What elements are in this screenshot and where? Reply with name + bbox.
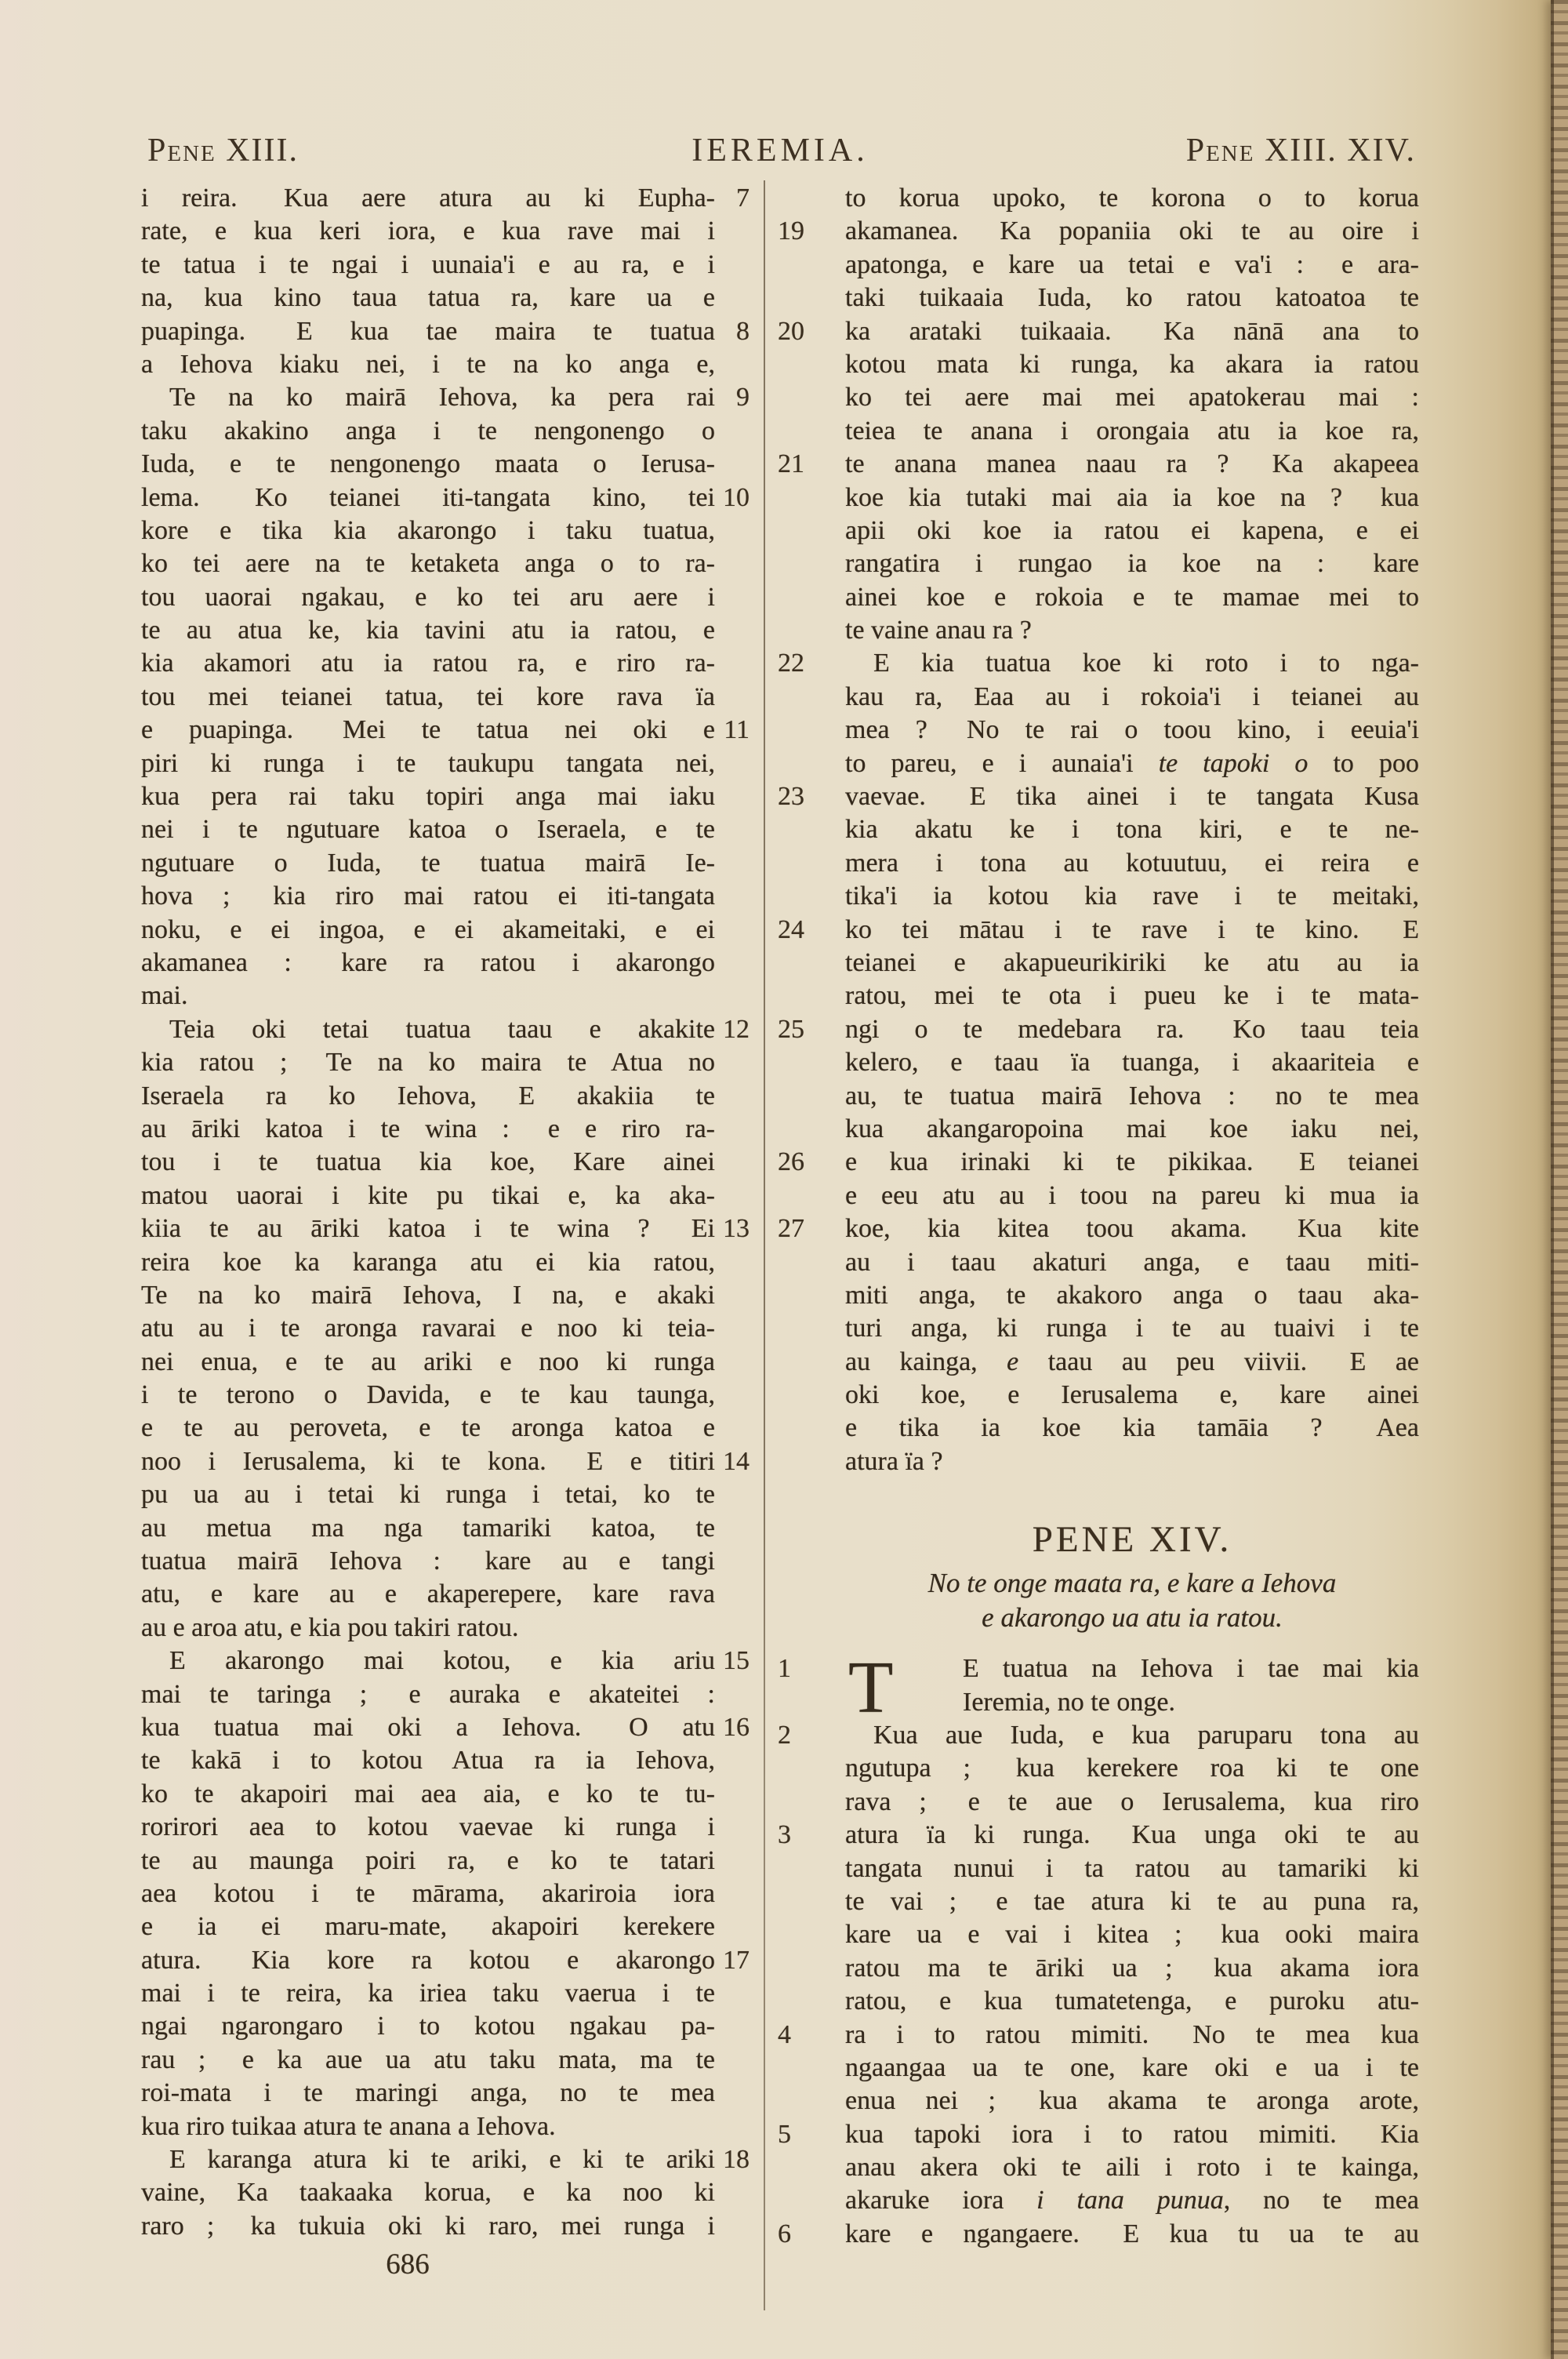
text-line (845, 182, 1419, 215)
line-text: matou uaorai i kite pu tikai e, ka aka- (141, 1180, 715, 1210)
line-text: mea ? No te rai o toou kino, i eeuia'i (845, 715, 1419, 745)
line-text: taki tuikaaia Iuda, ko ratou katoatoa te (845, 283, 1419, 313)
text-line (778, 1146, 1419, 1179)
line-text: atura ïa ki runga. Kua unga oki te au (845, 1820, 1419, 1850)
line-text: apatonga, e kare ua tetai e va'i : e ara- (845, 249, 1419, 279)
verse-number: 10 (723, 482, 750, 512)
line-text: koe kia tutaki mai aia ia koe na ? kua (845, 482, 1419, 512)
line-text: koe, kia kitea toou akama. Kua kite (845, 1214, 1419, 1244)
line-text: kua akangaropoina mai koe iaku nei, (845, 1114, 1419, 1143)
line-text: kua tuatua mai oki a Iehova. O atu (141, 1712, 715, 1742)
text-line (141, 182, 750, 215)
text-line (141, 1346, 715, 1379)
line-text: au i taau akaturi anga, e taau miti- (845, 1247, 1419, 1277)
text-line (845, 747, 1419, 780)
drop-cap: T (848, 1647, 894, 1729)
line-text: to korua upoko, te korona o to korua (845, 184, 1419, 213)
line-text: ko tei aere mai mei apatokerau mai : (845, 383, 1419, 413)
text-line (845, 2052, 1419, 2085)
text-line (141, 448, 715, 481)
line-text: ngai ngarongaro i to kotou ngakau pa- (141, 2012, 715, 2041)
line-text: akamanea. Ka popaniia oki te au oire i (845, 216, 1419, 246)
line-text: kotou mata ki runga, ka akara ia ratou (845, 349, 1419, 379)
verse-number: 27 (778, 1214, 804, 1244)
line-text: Te na ko mairā Iehova, ka pera rai (169, 383, 715, 413)
line-text: te vai ; e tae atura ki te au puna ra, (845, 1886, 1419, 1916)
line-text: nei i te ngutuare katoa o Iseraela, e te (141, 815, 715, 845)
line-text: noku, e ei ingoa, e ei akameitaki, e ei (141, 914, 715, 944)
line-text: turi anga, ki runga i te au tuaivi i te (845, 1314, 1419, 1343)
line-text: tuatua mairā Iehova : kare au e tangi (141, 1547, 715, 1576)
verse-number: 15 (723, 1646, 750, 1676)
line-text: ko tei mātau i te rave i te kino. E (845, 914, 1419, 944)
text-line (845, 714, 1419, 747)
text-line (845, 1346, 1419, 1379)
line-text: au āriki katoa i te wina : e e riro ra- (141, 1114, 715, 1143)
line-text: miti anga, te akakoro anga o taau aka- (845, 1280, 1419, 1310)
line-text: e tika ia koe kia tamāia ? Aea (845, 1413, 1419, 1443)
line-text: E karanga atura ki te ariki, e ki te ariki (169, 2145, 715, 2175)
line-text: E kia tuatua koe ki roto i to nga- (873, 649, 1419, 678)
text-line (141, 2010, 715, 2043)
line-text: kia akatu ke i tona kiri, e te ne- (845, 815, 1419, 845)
text-line (845, 1046, 1419, 1079)
text-line (845, 980, 1419, 1012)
running-head-right: Pene XIII. XIV. (1185, 133, 1416, 169)
verse-number: 18 (723, 2145, 750, 2175)
text-line (845, 2151, 1419, 2184)
text-line (141, 1312, 715, 1345)
text-line (141, 315, 750, 348)
line-text: vaine, Ka taakaaka korua, e ka noo ki (141, 2178, 715, 2208)
text-line (141, 747, 715, 780)
verse-number: 17 (723, 1945, 750, 1975)
line-text: mai te taringa ; e auraka e akateitei : (141, 1679, 715, 1709)
text-line (845, 482, 1419, 514)
line-text: au, te tuatua mairā Iehova : no te mea (845, 1081, 1419, 1110)
text-line (845, 681, 1419, 714)
verse-number: 21 (778, 449, 804, 479)
text-line (141, 914, 715, 947)
text-line (141, 2044, 715, 2077)
verse-number: 13 (723, 1214, 750, 1244)
text-line (141, 947, 715, 980)
line-text: teianei e akapueurikiriki ke atu au ia (845, 947, 1419, 977)
running-head-left: Pene XIII. (147, 133, 299, 169)
text-line (778, 315, 1419, 348)
text-line (141, 215, 715, 248)
text-line (141, 813, 715, 846)
verse-number: 26 (778, 1147, 804, 1177)
text-line (778, 2118, 1419, 2151)
line-text: reira koe ka karanga atu ei kia ratou, (141, 1247, 715, 1277)
line-text: tou i te tuatua kia koe, Kare ainei (141, 1147, 715, 1177)
line-text: i reira. Kua aere atura au ki Eupha- (141, 184, 715, 213)
line-text: taku akakino anga i te nengonengo o (141, 416, 715, 445)
text-line (141, 681, 715, 714)
line-text: ko te akapoiri mai aea aia, e ko te tu- (141, 1779, 715, 1808)
line-text: rangatira i rungao ia koe na : kare (845, 549, 1419, 579)
text-line (141, 249, 715, 282)
text-line (141, 1445, 750, 1478)
line-text: mai i te reira, ka iriea taku vaerua i te (141, 1979, 715, 2008)
line-text: rau ; e ka aue ua atu taku mata, ma te (141, 2045, 715, 2074)
line-text: PENE XIV. (1032, 1519, 1232, 1561)
line-text: e eeu atu au i toou na pareu ki mua ia (845, 1180, 1419, 1210)
text-line (141, 1910, 715, 1943)
text-line (141, 780, 715, 813)
text-line (845, 348, 1419, 381)
text-line (778, 2218, 1419, 2251)
text-line (845, 1918, 1419, 1951)
text-line (778, 1819, 1419, 1852)
text-line (845, 1113, 1419, 1146)
line-text: atu, e kare au e akaperepere, kare rava (141, 1579, 715, 1609)
line-text: Kua aue Iuda, e kua paruparu tona au (873, 1721, 1419, 1750)
line-text: roi-mata i te maringi anga, no te mea (141, 2078, 715, 2108)
line-text: ratou, e kua tumatetenga, e puroku atu- (845, 1986, 1419, 2016)
line-text: mai. (141, 981, 188, 1011)
verse-number: 22 (778, 649, 804, 678)
line-text: tou mei teianei tatua, tei kore rava ïa (141, 682, 715, 711)
line-text: atu au i te aronga ravarai e noo ki teia- (141, 1314, 715, 1343)
verse-number: 1 (778, 1654, 791, 1684)
verse-number: 9 (736, 383, 750, 413)
line-text: rate, e kua keri iora, e kua rave mai i (141, 216, 715, 246)
line-text: puapinga. E kua tae maira te tuatua (141, 316, 715, 346)
line-text: Teia oki tetai tuatua taau e akakite (169, 1014, 715, 1044)
line-text: ratou, mei te ota i pueu ke i te mata- (845, 981, 1419, 1011)
line-text: akaruke iora i tana punua, no te mea (845, 2186, 1419, 2215)
text-line (141, 980, 715, 1012)
text-line (141, 381, 750, 414)
text-line (845, 1752, 1419, 1785)
text-line (845, 1246, 1419, 1279)
text-line (845, 1852, 1419, 1885)
text-line (141, 614, 715, 647)
page-number: 686 (386, 2248, 430, 2281)
text-line (141, 1279, 715, 1312)
line-text: Te na ko mairā Iehova, I na, e akaki (141, 1280, 715, 1310)
text-line (845, 1412, 1419, 1445)
column-divider-rule (764, 180, 765, 2310)
verse-number: 23 (778, 782, 804, 812)
line-text: e akarongo ua atu ia ratou. (982, 1602, 1283, 1634)
text-line (845, 381, 1419, 414)
line-text: ngaangaa ua te one, kare oki e ua i te (845, 2052, 1419, 2082)
text-line (141, 1845, 715, 1877)
text-line (141, 415, 715, 448)
verse-number: 16 (723, 1712, 750, 1742)
text-line (778, 1013, 1419, 1046)
text-line (845, 813, 1419, 846)
left-text-column (141, 182, 750, 2243)
text-line (141, 282, 715, 314)
text-line (141, 482, 750, 514)
line-text: anau akera oki te aili i roto i te kainga, (845, 2153, 1419, 2183)
line-text: e te au peroveta, e te aronga katoa e (141, 1413, 715, 1443)
verse-number: 19 (778, 216, 804, 246)
line-text: te anana manea naau ra ? Ka akapeea (845, 449, 1419, 479)
line-text: oki koe, e Ierusalema e, kare ainei (845, 1380, 1419, 1410)
verse-number: 4 (778, 2019, 791, 2049)
text-line (141, 714, 750, 747)
chapter-summary-line (845, 1566, 1419, 1601)
line-text: te vaine anau ra ? (845, 616, 1032, 645)
line-text: kua tapoki iora i to ratou mimiti. Kia (845, 2119, 1419, 2149)
line-text: E tuatua na Iehova i tae mai kia (963, 1654, 1419, 1684)
line-text: e puapinga. Mei te tatua nei oki e (141, 715, 715, 745)
verse-number: 8 (736, 316, 750, 346)
line-text: atura ïa ? (845, 1446, 943, 1476)
text-line (141, 348, 715, 381)
text-line (845, 1279, 1419, 1312)
text-line (845, 847, 1419, 880)
text-line (778, 215, 1419, 248)
text-line (778, 1212, 1419, 1245)
text-line (141, 1645, 750, 1677)
text-line (845, 1080, 1419, 1113)
text-line (141, 2176, 715, 2209)
running-head-title: IEREMIA. (691, 133, 869, 169)
line-text: atura. Kia kore ra kotou e akarongo (141, 1945, 715, 1975)
text-line (141, 847, 715, 880)
text-line (141, 1379, 715, 1412)
text-line (845, 1445, 1419, 1478)
text-line (141, 1512, 715, 1545)
line-text: akamanea : kare ra ratou i akarongo (141, 947, 715, 977)
line-text: noo i Ierusalema, ki te kona. E e titiri (141, 1446, 715, 1476)
text-line (141, 1478, 715, 1511)
text-line (778, 448, 1419, 481)
text-line (845, 514, 1419, 547)
verse-number: 3 (778, 1820, 791, 1850)
line-text: No te onge maata ra, e kare a Iehova (927, 1568, 1337, 1599)
verse-number: 24 (778, 914, 804, 944)
text-line (845, 1985, 1419, 2018)
text-line (141, 1113, 715, 1146)
right-text-column (778, 182, 1420, 2251)
text-line (141, 1678, 715, 1711)
text-line (141, 2077, 715, 2110)
text-line (141, 647, 715, 680)
line-text: au metua ma nga tamariki katoa, te (141, 1513, 715, 1543)
line-text: vaevae. E tika ainei i te tangata Kusa (845, 782, 1419, 812)
line-text: lema. Ko teianei iti-tangata kino, tei (141, 482, 715, 512)
line-text: ra i to ratou mimiti. No te mea kua (845, 2019, 1419, 2049)
book-page-edge (1551, 0, 1568, 2359)
line-text: ratou ma te āriki ua ; kua akama iora (845, 1953, 1419, 1983)
text-line (141, 880, 715, 913)
text-line (845, 1312, 1419, 1345)
line-text: kua pera rai taku topiri anga mai iaku (141, 782, 715, 812)
text-line (845, 880, 1419, 913)
line-text: na, kua kino taua tatua ra, kare ua e (141, 283, 715, 313)
verse-number: 25 (778, 1014, 804, 1044)
chapter-summary-line (845, 1601, 1419, 1635)
text-line (778, 647, 1419, 680)
text-line (141, 1046, 715, 1079)
line-text: kua riro tuikaa atura te anana a Iehova. (141, 2111, 556, 2141)
verse-number: 12 (723, 1014, 750, 1044)
line-text: ngi o te medebara ra. Ko taau teia (845, 1014, 1419, 1044)
text-line (845, 614, 1419, 647)
text-line (141, 1811, 715, 1844)
line-text: e kua irinaki ki te pikikaa. E teianei (845, 1147, 1419, 1177)
text-line (778, 2019, 1419, 2052)
line-text: te au maunga poiri ra, e ko te tatari (141, 1845, 715, 1875)
line-text: mera i tona au kotuutuu, ei reira e (845, 848, 1419, 878)
text-line (141, 2143, 750, 2176)
chapter-heading (845, 1478, 1419, 1566)
line-text: rorirori aea to kotou vaevae ki runga i (141, 1812, 715, 1842)
line-text: kelero, e taau ïa tuanga, i akaariteia e (845, 1048, 1419, 1078)
text-line (845, 1686, 1419, 1719)
text-line (845, 249, 1419, 282)
text-line (141, 1545, 715, 1578)
line-text: tou uaorai ngakau, e ko tei aru aere i (141, 582, 715, 612)
verse-number: 2 (778, 1721, 791, 1750)
line-text: enua nei ; kua akama te aronga arote, (845, 2086, 1419, 2116)
text-line (141, 2110, 715, 2143)
text-line (778, 914, 1419, 947)
text-line (845, 415, 1419, 448)
line-text: tangata nunui i ta ratou au tamariki ki (845, 1853, 1419, 1883)
line-text: hova ; kia riro mai ratou ei iti-tangata (141, 881, 715, 911)
line-text: ngutupa ; kua kerekere roa ki te one (845, 1754, 1419, 1783)
text-line (845, 1952, 1419, 1985)
line-text: ka arataki tuikaaia. Ka nānā ana to (845, 316, 1419, 346)
line-text: kia akamori atu ia ratou ra, e riro ra- (141, 649, 715, 678)
text-line (845, 547, 1419, 580)
text-line (141, 1977, 715, 2010)
verse-number: 11 (724, 715, 750, 745)
text-line (141, 1146, 715, 1179)
text-line (845, 1786, 1419, 1819)
text-line (141, 1778, 715, 1811)
line-text: piri ki runga i te taukupu tangata nei, (141, 748, 715, 778)
line-text: nei enua, e te au ariki e noo ki runga (141, 1347, 715, 1376)
text-line (845, 1379, 1419, 1412)
text-line (141, 1612, 715, 1645)
line-text: kiia te au āriki katoa i te wina ? Ei (141, 1214, 715, 1244)
line-text: i te terono o Davida, e te kau taunga, (141, 1380, 715, 1410)
line-text: to pareu, e i aunaia'i te tapoki o to poo (845, 748, 1419, 778)
text-line (141, 1246, 715, 1279)
line-text: raro ; ka tukuia oki ki raro, mei runga i (141, 2211, 715, 2241)
text-line (141, 1711, 750, 1744)
line-text: kau ra, Eaa au i rokoia'i i teianei au (845, 682, 1419, 711)
text-line (141, 1578, 715, 1611)
text-line (845, 282, 1419, 314)
text-line (141, 1412, 715, 1445)
line-text: kia ratou ; Te na ko maira te Atua no (141, 1048, 715, 1078)
running-head (141, 132, 1419, 179)
line-text: ainei koe e rokoia e te mamae mei to (845, 582, 1419, 612)
line-text: e ia ei maru-mate, akapoiri kerekere (141, 1912, 715, 1942)
verse-number: 20 (778, 316, 804, 346)
line-text: Iseraela ra ko Iehova, E akakiia te (141, 1081, 715, 1110)
line-text: Ieremia, no te onge. (963, 1687, 1175, 1717)
line-text: kare e ngangaere. E kua tu ua te au (845, 2219, 1419, 2248)
text-line (845, 581, 1419, 614)
text-line (845, 1180, 1419, 1212)
line-text: kore e tika kia akarongo i taku tuatua, (141, 515, 715, 545)
text-line (845, 2184, 1419, 2217)
line-text: rava ; e te aue o Ierusalema, kua riro (845, 1787, 1419, 1816)
text-line (141, 1212, 750, 1245)
text-line (141, 1013, 750, 1046)
text-line (778, 1719, 1419, 1752)
line-text: au kainga, e taau au peu viivii. E ae (845, 1347, 1420, 1376)
text-line (141, 1877, 715, 1910)
verse-number: 6 (778, 2219, 791, 2248)
text-line (778, 780, 1419, 813)
text-line (141, 1744, 715, 1777)
line-text: te kakā i to kotou Atua ra ia Iehova, (141, 1746, 715, 1776)
line-text: ngutuare o Iuda, te tuatua mairā Ie- (141, 848, 715, 878)
text-line (141, 1944, 750, 1977)
line-text: te tatua i te ngai i uunaia'i e au ra, e i (141, 249, 715, 279)
text-line (141, 1180, 715, 1212)
verse-number: 5 (778, 2119, 791, 2149)
line-text: a Iehova kiaku nei, i te na ko anga e, (141, 349, 715, 379)
verse-number: 7 (736, 184, 750, 213)
line-text: kare ua e vai i kitea ; kua ooki maira (845, 1920, 1419, 1950)
line-text: aea kotou i te mārama, akariroia iora (141, 1878, 715, 1908)
line-text: Iuda, e te nengonengo maata o Ierusa- (141, 449, 715, 479)
line-text: tika'i ia kotou kia rave i te meitaki, (845, 881, 1419, 911)
line-text: E akarongo mai kotou, e kia ariu (169, 1646, 715, 1676)
text-line (845, 947, 1419, 980)
line-text: te au atua ke, kia tavini atu ia ratou, e (141, 616, 715, 645)
line-text: apii oki koe ia ratou ei kapena, e ei (845, 515, 1419, 545)
text-line (141, 2210, 715, 2243)
line-text: ko tei aere na te ketaketa anga o to ra- (141, 549, 715, 579)
text-line (141, 581, 715, 614)
verse-number: 14 (723, 1446, 750, 1476)
text-line (141, 514, 715, 547)
text-line (845, 1885, 1419, 1918)
line-text: au e aroa atu, e kia pou takiri ratou. (141, 1612, 519, 1642)
text-line (141, 547, 715, 580)
line-text: pu ua au i tetai ki runga i tetai, ko te (141, 1480, 715, 1510)
text-line (141, 1080, 715, 1113)
text-line (845, 2085, 1419, 2117)
line-text: teiea te anana i orongaia atu ia koe ra, (845, 416, 1419, 445)
